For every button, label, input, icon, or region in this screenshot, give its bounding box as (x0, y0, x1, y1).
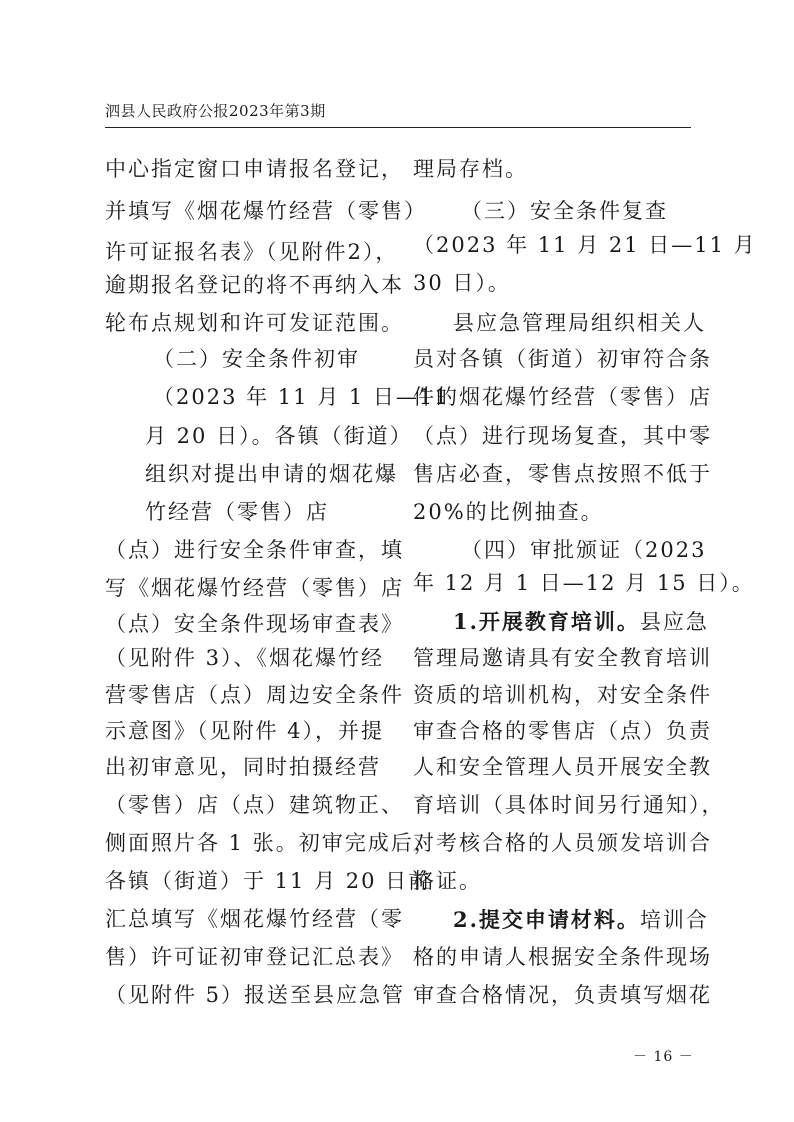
paragraph-line: 20%的比例抽查。 (413, 500, 604, 524)
paragraph-line: 年 12 月 1 日—12 月 15 日）。 (413, 571, 755, 595)
paragraph-line: 月 20 日）。各镇（街道） (145, 424, 413, 448)
paragraph-line: 轮布点规划和许可发证范围。 (105, 311, 404, 335)
item-2-text: 培训合 (639, 908, 709, 932)
paragraph-line: 审查合格情况，负责填写烟花 (413, 983, 712, 1007)
paragraph-line: （点）安全条件现场审查表》 (105, 612, 404, 636)
paragraph-line: 竹经营（零售）店 (145, 500, 329, 524)
paragraph-line: 资质的培训机构，对安全条件 (413, 683, 712, 707)
bulletin-header: 泗县人民政府公报2023年第3期 (105, 102, 326, 120)
paragraph-line: 逾期报名登记的将不再纳入本 (105, 273, 404, 297)
item-2-line (453, 909, 709, 931)
paragraph-line: 写《烟花爆竹经营（零售）店 (105, 576, 404, 600)
paragraph-line: 对考核合格的人员颁发培训合 (413, 831, 712, 855)
item-1-text: 县应急 (639, 610, 709, 634)
item-1-line (453, 611, 709, 633)
paragraph-line: 育培训（具体时间另行通知）， (413, 793, 725, 817)
paragraph-line: （2023 年 11 月 1 日—11 (153, 385, 450, 409)
paragraph-line: 中心指定窗口申请报名登记， (105, 157, 404, 181)
item-1-heading: 1.开展教育培训。 (453, 609, 640, 634)
paragraph-line: 示意图》（见附件 4），并提 (105, 719, 385, 743)
paragraph-line: 组织对提出申请的烟花爆 (145, 462, 398, 486)
paragraph-line: 营零售店（点）周边安全条件 (105, 683, 404, 707)
section-heading-3: （三）安全条件复查 (461, 199, 668, 223)
paragraph-line: 汇总填写《烟花爆竹经营（零 (105, 907, 404, 931)
paragraph-line: （点）进行现场复查，其中零 (413, 424, 712, 448)
paragraph-line: （见附件 5）报送至县应急管 (105, 983, 406, 1007)
paragraph-line: 30 日）。 (413, 271, 511, 295)
paragraph-line: （见附件 3）、《烟花爆竹经 (105, 646, 385, 670)
page-number: － 16 － (633, 1049, 694, 1065)
paragraph-line: （点）进行安全条件审查，填 (105, 538, 404, 562)
paragraph-line: 理局存档。 (413, 157, 528, 181)
paragraph-line: 许可证报名表》（见附件2）， (105, 240, 399, 264)
paragraph-line: 并填写《烟花爆竹经营（零售） (105, 199, 427, 223)
paragraph-line: （2023 年 11 月 21 日—11 月 (413, 233, 757, 257)
paragraph-line: 审查合格的零售店（点）负责 (413, 719, 712, 743)
paragraph-line: 侧面照片各 1 张。初审完成后， (105, 831, 437, 855)
section-heading-2: （二）安全条件初审 (153, 347, 360, 371)
paragraph-line: 管理局邀请具有安全教育培训 (413, 646, 712, 670)
paragraph-line: 人和安全管理人员开展安全教 (413, 755, 712, 779)
paragraph-line: 员对各镇（街道）初审符合条 (413, 347, 712, 371)
paragraph-line: 售）许可证初审登记汇总表》 (105, 945, 404, 969)
section-heading-4: （四）审批颁证（2023 (461, 538, 707, 562)
paragraph-line: 出初审意见，同时拍摄经营 (105, 755, 381, 779)
paragraph-line: （零售）店（点）建筑物正、 (105, 793, 404, 817)
item-2-heading: 2.提交申请材料。 (453, 907, 640, 932)
paragraph-line: 各镇（街道）于 11 月 20 日前 (105, 869, 432, 893)
paragraph-line: 格证。 (413, 869, 482, 893)
paragraph-line: 县应急管理局组织相关人 (453, 311, 706, 335)
paragraph-line: 件的烟花爆竹经营（零售）店 (413, 385, 712, 409)
paragraph-line: 售店必查，零售点按照不低于 (413, 462, 712, 486)
header-divider (105, 127, 691, 128)
paragraph-line: 格的申请人根据安全条件现场 (413, 945, 712, 969)
